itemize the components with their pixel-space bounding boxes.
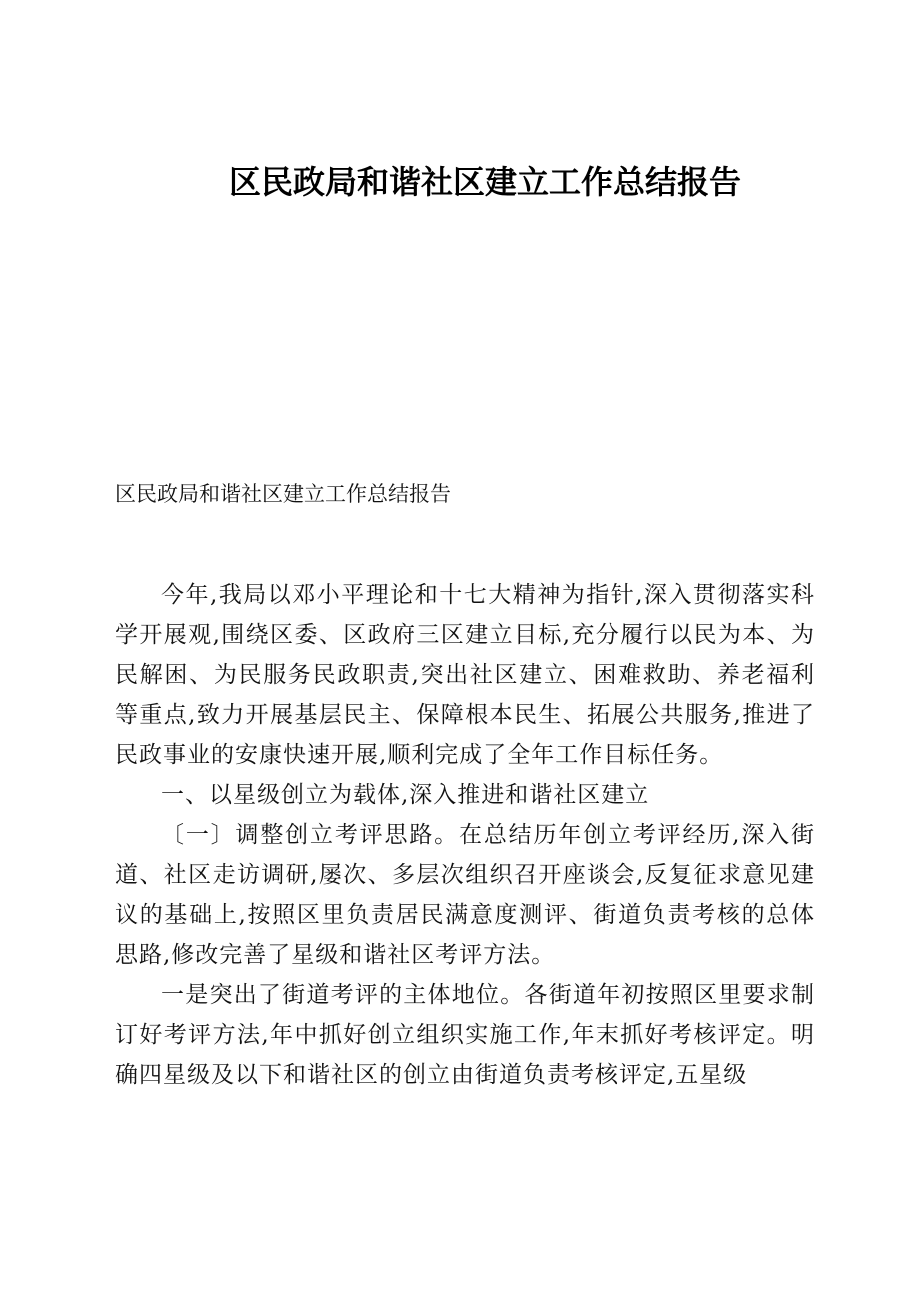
paragraph-item-1: 〔一〕调整创立考评思路。在总结历年创立考评经历,深入街道、社区走访调研,屡次、多层次组织召开座谈会,反复征求意见建议的基础上,按照区里负责居民满意度测评、街道负责考核的总体思路,修改完善了星级和谐社区考评方法。 xyxy=(115,822,815,968)
document-subtitle: 区民政局和谐社区建立工作总结报告 xyxy=(115,482,451,506)
paragraph-intro: 今年,我局以邓小平理论和十七大精神为指针,深入贯彻落实科学开展观,围绕区委、区政府三区建立目标,充分履行以民为本、为民解困、为民服务民政职责,突出社区建立、困难救助、养老福利等重点,致力开展基层民主、保障根本民生、拓展公共服务,推进了民政事业的安康快速开展,顺利完成了全年工作目标任务。 xyxy=(115,582,815,768)
document-title: 区民政局和谐社区建立工作总结报告 xyxy=(228,163,741,201)
section-heading-1: 一、以星级创立为载体,深入推进和谐社区建立 xyxy=(161,782,650,808)
document-body xyxy=(115,575,815,1095)
paragraph-point-1: 一是突出了街道考评的主体地位。各街道年初按照区里要求制订好考评方法,年中抓好创立组织实施工作,年末抓好考核评定。明确四星级及以下和谐社区的创立由街道负责考核评定,五星级 xyxy=(115,982,815,1088)
